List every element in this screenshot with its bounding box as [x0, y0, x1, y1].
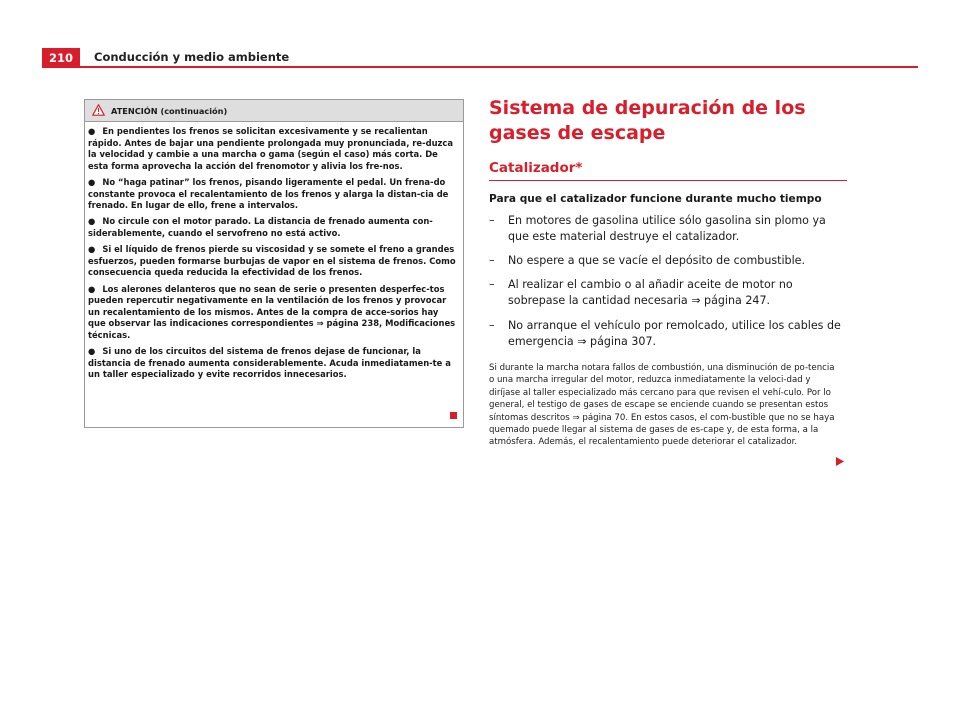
dash-icon: –	[489, 214, 495, 227]
running-title: Conducción y medio ambiente	[94, 50, 290, 64]
list-item-text: Al realizar el cambio o al añadir aceite de motor no sobrepase la cantidad necesaria ⇒ página 247.	[508, 278, 793, 308]
header-rule	[42, 66, 918, 68]
bullet-icon: ●	[88, 283, 96, 294]
warning-item-text: Si el líquido de frenos pierde su viscosidad y se somete el freno a grandes esfuerzos, pueden formarse burbujas de vapor en el sistema de frenos. Como consecuencia queda reducida la efectividad de los frenos.	[88, 244, 456, 278]
note-paragraph: Si durante la marcha notara fallos de combustión, una disminución de po-tencia o una marcha irregular del motor, reduzca inmediatamente la veloci-dad y diríjase al taller especializado más cercano para que revisen el vehí-culo. Por lo general, el testigo de gases de escape se enciende cuando se presentan estos síntomas descritos ⇒ página 70. En estos casos, el com-bustible que no se haya quemado puede llegar al sistema de gases de es-cape y, de esta forma, a la atmósfera. Además, el recalentamiento puede deteriorar el catalizador.	[489, 363, 835, 448]
warning-item	[88, 216, 457, 239]
bullet-icon: ●	[88, 126, 96, 136]
subsection-rule	[489, 180, 847, 181]
dash-icon: –	[489, 254, 495, 268]
warning-header	[85, 100, 463, 122]
warning-item	[88, 346, 457, 381]
lead-heading: Para que el catalizador funcione durante mucho tiempo	[489, 193, 822, 205]
end-of-warning-marker	[450, 412, 457, 419]
warning-item	[88, 244, 457, 279]
list-item	[489, 318, 844, 350]
warning-title: ATENCIÓN (continuación)	[111, 105, 228, 116]
bullet-icon: ●	[88, 176, 96, 187]
warning-box	[84, 99, 464, 428]
warning-item-text: Si uno de los circuitos del sistema de frenos dejase de funcionar, la distancia de frenado aumenta considerablemente. Acuda inmediatamen-te a un taller especializado y evite recorridos innecesarios.	[88, 346, 451, 380]
warning-item-text: Los alerones delanteros que no sean de serie o presenten desperfec-tos pueden repercutir negativamente en la ventilación de los frenos y provocar un recalentamiento de los mismos. Antes de la compra de acce-sorios hay que observar las indicaciones correspondientes ⇒ página 238, Modificaciones técnicas.	[88, 283, 456, 340]
warning-item	[88, 126, 457, 172]
page-number: 210	[42, 48, 80, 68]
bullet-icon: ●	[88, 216, 96, 227]
warning-item-text: No “haga patinar” los frenos, pisando ligeramente el pedal. Un frena-do constante provoca el recalentamiento de los frenos y alarga la distan-cia de frenado. En lugar de ello, frene a intervalos.	[88, 176, 449, 211]
bullet-icon: ●	[88, 346, 96, 357]
dash-icon: –	[489, 318, 495, 332]
warning-item	[88, 177, 457, 212]
warning-item	[88, 284, 457, 342]
continue-arrow-icon	[836, 457, 844, 466]
warning-triangle-icon	[92, 104, 105, 116]
bullet-icon: ●	[88, 244, 96, 255]
list-item-text: No arranque el vehículo por remolcado, utilice los cables de emergencia ⇒ página 307.	[508, 318, 841, 348]
instruction-list	[489, 213, 844, 358]
list-item-text: En motores de gasolina utilice sólo gasolina sin plomo ya que este material destruye el catalizador.	[508, 214, 826, 243]
list-item	[489, 253, 844, 269]
subsection-title: Catalizador*	[489, 160, 583, 176]
list-item-text: No espere a que se vacíe el depósito de combustible.	[508, 254, 806, 268]
dash-icon: –	[489, 278, 495, 292]
section-title: Sistema de depuración de los gases de escape	[489, 97, 806, 144]
warning-item-text: No circule con el motor parado. La distancia de frenado aumenta con-siderablemente, cuando el servofreno no está activo.	[88, 216, 433, 238]
list-item	[489, 213, 844, 245]
list-item	[489, 277, 844, 309]
warning-item-text: En pendientes los frenos se solicitan excesivamente y se recalientan rápido. Antes de bajar una pendiente prolongada muy pronunciada, re-duzca la velocidad y cambie a una marcha o gama (según el caso) más corta. De esta forma aprovecha la acción del frenomotor y alivia los fre-nos.	[88, 126, 454, 171]
warning-body	[85, 122, 463, 381]
